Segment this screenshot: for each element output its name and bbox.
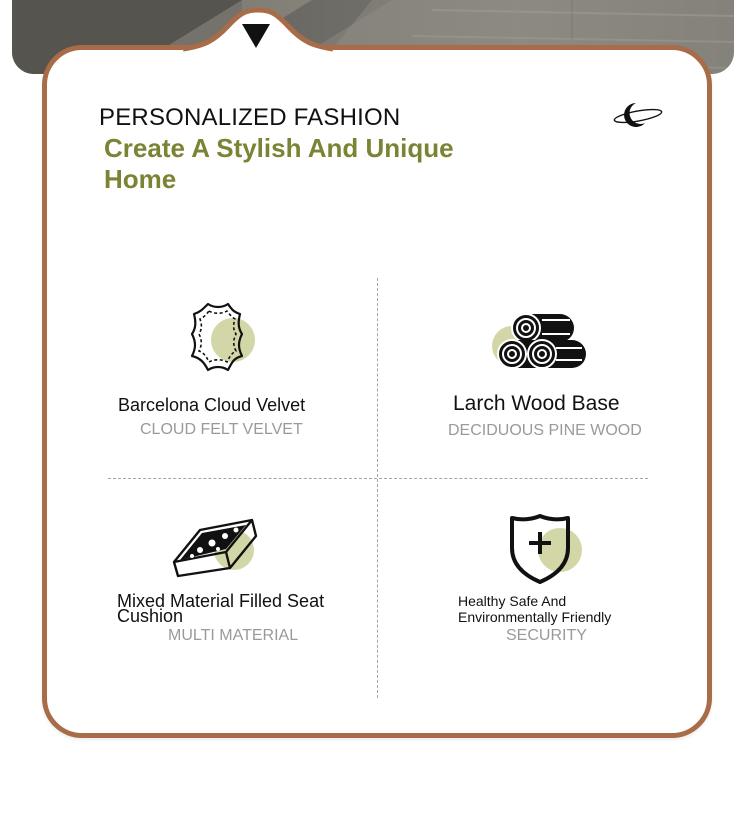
feature-title-velvet: Barcelona Cloud Velvet	[118, 395, 306, 415]
wood-logs-icon	[490, 308, 590, 374]
feature-title-cushion: Mixed Material Filled Seat Cushion	[117, 591, 325, 626]
feature-subtitle-wood: DECIDUOUS PINE WOOD	[448, 422, 642, 439]
grid-divider-horizontal	[108, 478, 648, 479]
page-title: PERSONALIZED FASHION	[99, 104, 401, 131]
grid-divider-vertical	[377, 278, 378, 698]
feature-subtitle-security: SECURITY	[506, 627, 587, 644]
feature-title-security: Healthy Safe And Environmentally Friendly	[458, 593, 612, 625]
moon-planet-icon	[612, 99, 664, 129]
down-arrow-icon	[240, 22, 272, 50]
feature-subtitle-velvet: CLOUD FELT VELVET	[140, 421, 303, 438]
page-subtitle: Create A Stylish And Unique Home	[104, 133, 454, 194]
shield-plus-icon	[508, 512, 584, 586]
feature-subtitle-cushion: MULTI MATERIAL	[168, 627, 299, 644]
sponge-cushion-icon	[170, 516, 258, 578]
feature-title-wood: Larch Wood Base	[453, 392, 620, 415]
leather-hide-icon	[178, 300, 258, 378]
